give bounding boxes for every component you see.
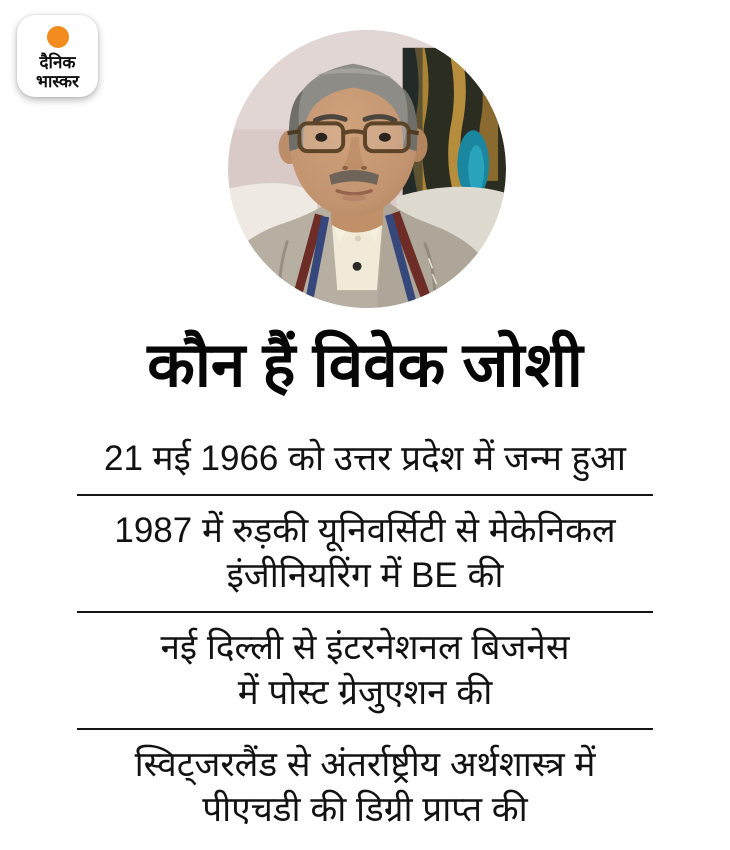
dainik-bhaskar-logo	[17, 15, 98, 97]
fact-text: इंजीनियरिंग में BE की	[226, 556, 504, 595]
portrait-illustration	[228, 30, 506, 308]
facts-list	[77, 424, 653, 845]
fact-phd	[77, 730, 653, 845]
logo-line-1: दैनिक	[39, 53, 76, 72]
fact-text: 1987 में रुड़की यूनिवर्सिटी से मेकेनिकल	[114, 511, 616, 550]
fact-text: में पोस्ट ग्रेजुएशन की	[237, 673, 493, 712]
logo-wordmark	[36, 53, 79, 91]
profile-photo	[228, 30, 506, 308]
fact-text: स्विट्जरलैंड से अंतर्राष्ट्रीय अर्थशास्त्र में	[134, 745, 596, 784]
fact-post-graduation	[77, 613, 653, 728]
page-title: कौन हैं विवेक जोशी	[147, 331, 583, 400]
fact-be-degree	[77, 496, 653, 611]
fact-text: 21 मई 1966 को उत्तर प्रदेश में जन्म हुआ	[104, 439, 626, 478]
fact-text: पीएचडी की डिग्री प्राप्त की	[202, 790, 528, 829]
fact-birth	[77, 424, 653, 494]
sun-dot-icon	[47, 26, 69, 48]
fact-text: नई दिल्ली से इंटरनेशनल बिजनेस	[160, 628, 570, 667]
logo-line-2: भास्कर	[36, 72, 79, 91]
